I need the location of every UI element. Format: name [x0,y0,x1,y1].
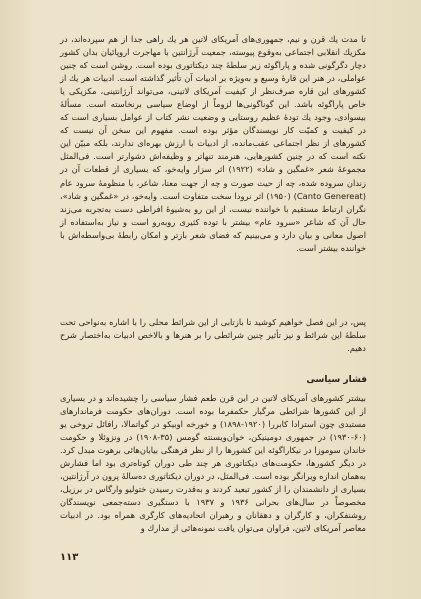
paragraph-chapter-aim [60,316,366,355]
section-heading: فشار سیاسی [306,375,367,385]
paragraph-political-pressure [60,392,366,536]
paragraph-intro-text: تا مدت یك قرن و نیم، جمهوری‌های آمریکای لاتین هر یك راهی جدا از هم سپرده‌اند، در مکزیك انقلابی اجتماعی به‌وقوع پیوسته، جمعیت آرژانتین با مهاجرت اروپائیان بدان کشور دچار دگرگونی شده و پاراگوئه زیر سلطهٔ چند دیکتاتوری بوده است. روشن است که چنین عواملی، در هنر این قارهٔ وسیع و به‌ویژه بر ادبیات آن تأثیر گذاشته است. ادبیات هر یك از کشورهای این قاره صرف‌نظر از کیفیت آمریکای لاتینی، می‌تواند آرژانتینی، مکزیکی یا خاص پاراگوئه باشد. این گوناگونی‌ها لزوماً از اوضاع سیاسی برنخاسته است. مسألهٔ بیسوادی، وجود یك تودهٔ عظیم روستایی و وضعیت نشر کتاب از عوامل بسیاری است که در کیفیت و کمیّت کار نویسندگان مؤثر بوده است. مفهوم این سخن آن نیست که کشورهای از نظر اجتماعی عقب‌مانده، از ادبیات با ارزش بهره‌ای ندارند، بلکه مبیّن این نکته است که در چنین کشورهایی، هنرمند تنهاتر و وظیفه‌اش دشوارتر است. فی‌المثل مجموعهٔ شعر «غمگین و شاد» (۱۹۲۲) اثر سزار وایه‌خو، که بسیاری از قطعات آن در زندان سروده شده، چه از حیث صورت و چه از جهت معنا، شاعر، با منظومهٔ سرود عام (Canto Genereat) (۱۹۵۰) اثر نرودا سخت متفاوت است. وایه‌خو، در «غمگین و شاد»، نگران ارتباط مستقیم با خواننده نیست، از این رو به‌شیوهٔ افراطی دست به‌تجربه می‌زند حال آن که شاعر «سرود عام» بیشتر با توده کثیری روبه‌رو است و نیاز به‌استفاده از اصول معانی و بیان دارد و می‌بینیم که فضای شعر بازتر و امکان رابطهٔ بی‌واسطه‌اش با خواننده بیشتر است. [60,34,366,253]
paragraph-intro [60,33,366,255]
page-number: ۱۱۳ [60,552,79,563]
paragraph-chapter-aim-text: پس، در این فصل خواهیم کوشید تا بازتابی از این شرائط محلی را با اشاره به‌نواحی تحت سلطهٔ این شرائط و نیز تأثیر چنین شرائطی را بر هنرها و بالاخص ادبیات به‌اختصار شرح دهیم. [60,317,366,354]
paragraph-political-pressure-text: بیشتر کشورهای آمریکای لاتین در این قرن طعم فشار سیاسی را چشیده‌اند و در بسیاری از این کشورها شرائطی مرگبار حکمفرما بوده است. دوران‌های حکومت فرماندارهای مستبدی چون استرادا کابررا (۱۹۲۰-۱۸۹۸) و خورخه اوبیکو در گواتمالا، رافائل تروخی یو (۶۰-۱۹۳۰) در جمهوری دومینیکن، خوان‌ویسنته گومس (۳۵-۱۹۰۸) در ونزوئلا و حکومت خاندان سوموزا در نیکاراگوئه این کشورها را از نظر فرهنگی بیابان‌هائی برهوت مبدل کرد. در دیگر کشورها، حکومت‌های دیکتاتوری هر چند طی دوران کوتاه‌تری بود اما فشارش به‌همان اندازه ویرانگر بوده است. فی‌المثل، در دوران دیکتاتوری ده‌سالهٔ پرون در آرژانتین، بسیاری از دانشمندان را از کشور تبعید کردند و به‌قدرت رسیدن ختولیو وارگاس در برزیل، مخصوصاً در سال‌های بحرانی ۱۹۳۶ و ۱۹۳۷ با دستگیری دسته‌جمعی نویسندگان روشنفکران، و کارگران و دهقانان و رهبران اتحادیه‌های کارگری همراه بود. در ادبیات معاصر آمریکای لاتین، فراوان می‌توان یافت نمونه‌هائی از مدارك و [60,393,366,534]
